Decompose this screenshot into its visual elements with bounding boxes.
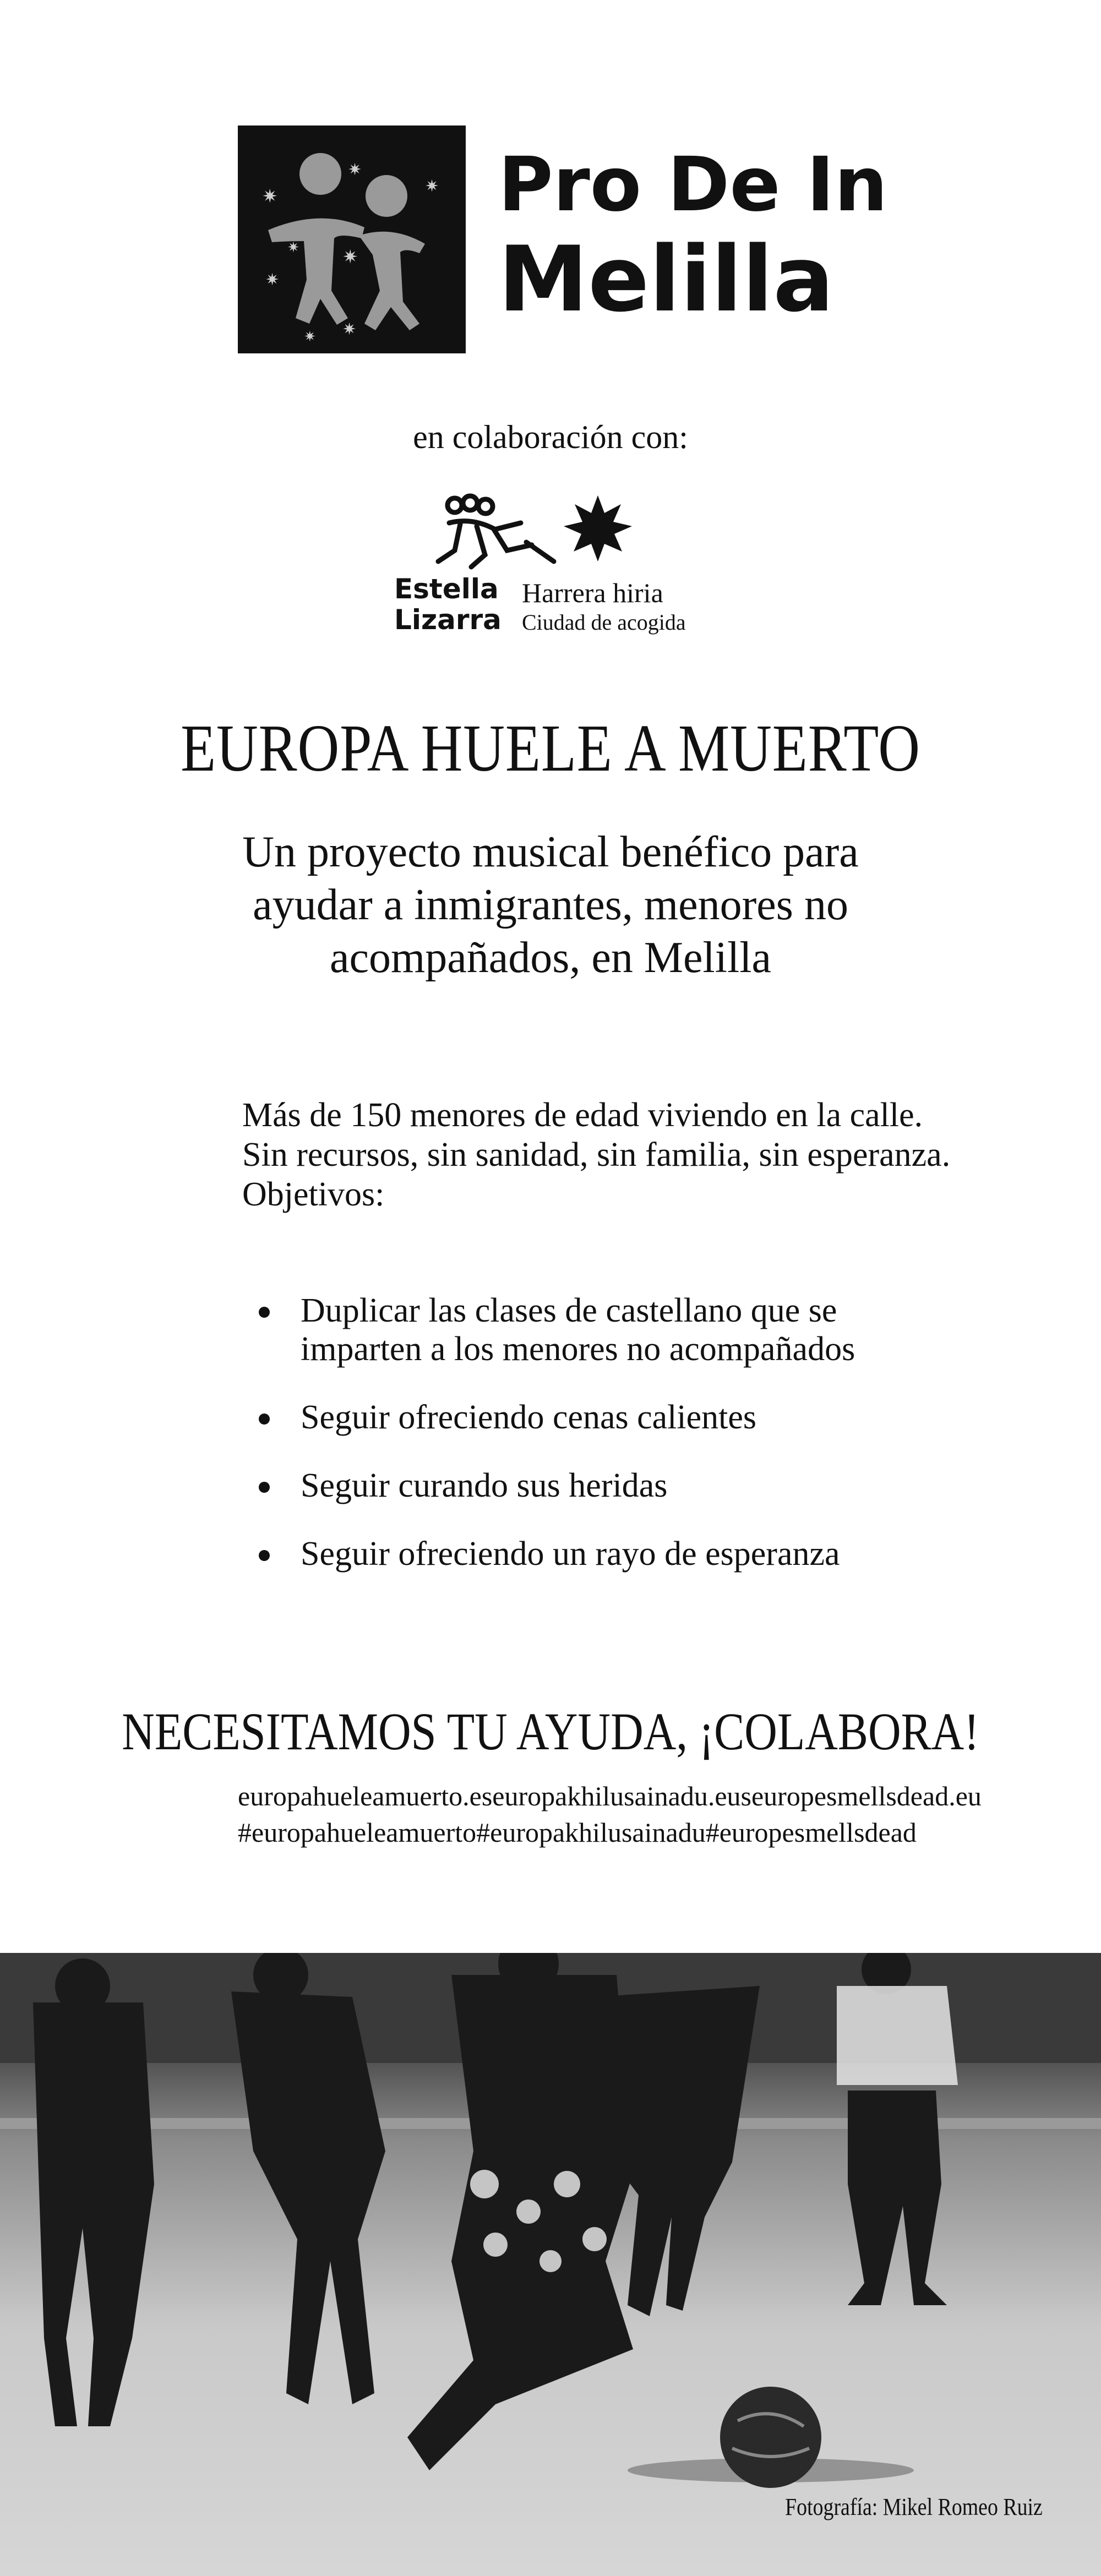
websites-row <box>238 1778 982 1814</box>
subtitle-line: acompañados, en Melilla <box>330 934 771 982</box>
body-line: Más de 150 menores de edad viviendo en la calle. <box>242 1096 923 1134</box>
partner-tagline-line-1: Harrera hiria <box>522 577 663 608</box>
list-item: Duplicar las clases de castellano que se imparten a los menores no acompañados <box>259 1291 919 1368</box>
body-line: Sin recursos, sin sanidad, sin familia, sin esperanza. <box>242 1136 951 1174</box>
partner-tagline-line-2: Ciudad de acogida <box>522 610 686 635</box>
page-title: EUROPA HUELE A MUERTO <box>181 711 920 785</box>
football-photo <box>0 1953 1101 2576</box>
svg-text:✷: ✷ <box>262 185 278 208</box>
website-link[interactable]: europakhilusainadu.eus <box>492 1781 751 1811</box>
runners-star-icon <box>394 490 702 572</box>
links-block <box>238 1778 982 1851</box>
partner-name-line-1: Estella <box>394 573 499 605</box>
org-name <box>498 138 888 332</box>
list-item: Seguir ofreciendo un rayo de esperanza <box>259 1535 919 1573</box>
partner-name-line-2: Lizarra <box>394 604 502 636</box>
list-item: Seguir ofreciendo cenas calientes <box>259 1398 919 1437</box>
svg-text:✷: ✷ <box>342 320 357 339</box>
hashtag: #europakhilusainadu <box>476 1817 706 1848</box>
subtitle-line: ayudar a inmigrantes, menores no <box>253 881 848 929</box>
subtitle <box>220 826 881 984</box>
body-text <box>242 1095 951 1214</box>
objectives-label: Objetivos: <box>242 1176 385 1213</box>
objectives-list <box>259 1291 919 1603</box>
football-players-illustration <box>0 1953 1101 2576</box>
hashtag: #europesmellsdead <box>705 1817 917 1848</box>
hashtag: #europahueleamuerto <box>238 1817 477 1848</box>
website-link[interactable]: europahueleamuerto.es <box>238 1781 493 1811</box>
cta-headline: NECESITAMOS TU AYUDA, ¡COLABORA! <box>122 1702 979 1761</box>
svg-text:✷: ✷ <box>425 177 439 196</box>
partner-logo <box>394 490 702 644</box>
collaboration-label: en colaboración con: <box>413 419 688 455</box>
svg-text:✷: ✷ <box>265 270 280 290</box>
svg-text:✷: ✷ <box>287 239 299 256</box>
subtitle-line: Un proyecto musical benéfico para <box>242 828 859 876</box>
photo-credit: Fotografía: Mikel Romeo Ruiz <box>785 2493 1043 2520</box>
org-name-line-2: Melilla <box>498 227 834 332</box>
svg-text:✷: ✷ <box>348 160 362 179</box>
children-stars-logo-icon <box>238 125 466 353</box>
partner-name <box>394 574 502 635</box>
website-link[interactable]: europesmellsdead.eu <box>751 1781 982 1811</box>
hashtags-row <box>238 1814 917 1851</box>
list-item: Seguir curando sus heridas <box>259 1466 919 1505</box>
svg-text:✷: ✷ <box>342 246 358 268</box>
partner-tagline <box>522 578 686 637</box>
svg-text:✷: ✷ <box>304 329 316 345</box>
org-name-line-1: Pro De In <box>498 141 888 228</box>
org-logo <box>238 125 466 353</box>
